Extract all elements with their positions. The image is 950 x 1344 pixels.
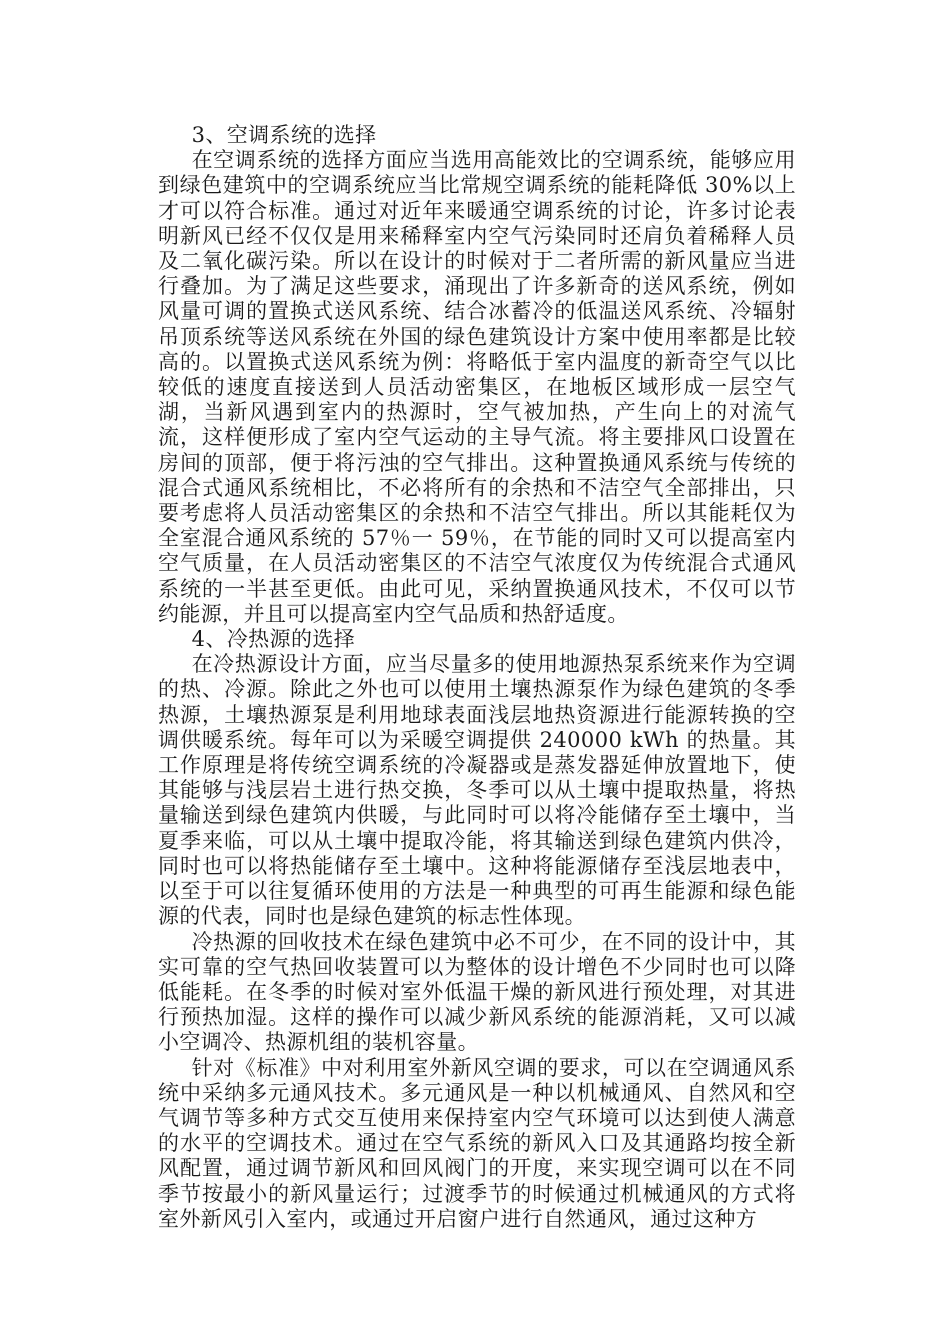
section-heading-heat-source: 4、冷热源的选择 bbox=[191, 627, 356, 652]
section-heading-hvac-system: 3、空调系统的选择 bbox=[191, 123, 377, 147]
paragraph-ground-source-heat-pump: 在冷热源设计方面，应当尽量多的使用地源热泵系统来作为空调的热、冷源。除此之外也可以使用土壤热源泵作为绿色建筑的冬季热源，土壤热源泵是利用地球表面浅层地热资源进行能源转换的空调供暖系统。每年可以为采暖空调提供 240000 kWh 的热量。其工作原理是将传统空调系统的冷凝器或是蒸发器延伸放置地下，使其能够与浅层岩土进行热交换，冬季可以从土壤中提取热量，将热量输送到绿色建筑内供暖，与此同时可以将冷能储存至土壤中，当夏季来临，可以从土壤中提取冷能，将其输送到绿色建筑内供冷，同时也可以将热能储存至土壤中。这种将能源储存至浅层地表中，以至于可以往复循环使用的方法是一种典型的可再生能源和绿色能源的代表，同时也是绿色建筑的标志性体现。 bbox=[158, 652, 796, 929]
paragraph-hvac-system: 在空调系统的选择方面应当选用高能效比的空调系统，能够应用到绿色建筑中的空调系统应当比常规空调系统的能耗降低 30%以上才可以符合标准。通过对近年来暖通空调系统的讨论，许多讨论表明新风已经不仅仅是用来稀释室内空气污染同时还肩负着稀释人员及二氧化碳污染。所以在设计的时候对于二者所需的新风量应当进行叠加。为了满足这些要求，涌现出了许多新奇的送风系统，例如风量可调的置换式送风系统、结合冰蓄冷的低温送风系统、冷辐射吊顶系统等送风系统在外国的绿色建筑设计方案中使用率都是比较高的。以置换式送风系统为例：将略低于室内温度的新奇空气以比较低的速度直接送到人员活动密集区，在地板区域形成一层空气湖，当新风遇到室内的热源时，空气被加热，产生向上的对流气流，这样便形成了室内空气运动的主导气流。将主要排风口设置在房间的顶部，便于将污浊的空气排出。这种置换通风系统与传统的混合式通风系统相比，不必将所有的余热和不洁空气全部排出，只要考虑将人员活动密集区的余热和不洁空气排出。所以其能耗仅为全室混合通风系统的 57％一 59％，在节能的同时又可以提高室内空气质量，在人员活动密集区的不洁空气浓度仅为传统混合式通风系统的一半甚至更低。由此可见，采纳置换通风技术，不仅可以节约能源，并且可以提高室内空气品质和热舒适度。 bbox=[158, 148, 796, 626]
paragraph-hybrid-ventilation: 针对《标准》中对利用室外新风空调的要求，可以在空调通风系统中采纳多元通风技术。多元通风是一种以机械通风、自然风和空气调节等多种方式交互使用来保持室内空气环境可以达到使人满意的水平的空调技术。通过在空气系统的新风入口及其通路均按全新风配置，通过调节新风和回风阀门的开度，来实现空调可以在不同季节按最小的新风量运行；过渡季节的时候通过机械通风的方式将室外新风引入室内，或通过开启窗户进行自然通风，通过这种方 bbox=[158, 1055, 796, 1231]
document-body bbox=[158, 123, 796, 1232]
paragraph-heat-recovery: 冷热源的回收技术在绿色建筑中必不可少，在不同的设计中，其实可靠的空气热回收装置可以为整体的设计增色不少同时也可以降低能耗。在冬季的时候对室外低温干燥的新风进行预处理，对其进行预热加湿。这样的操作可以减少新风系统的能源消耗，又可以减小空调冷、热源机组的装机容量。 bbox=[158, 929, 796, 1055]
